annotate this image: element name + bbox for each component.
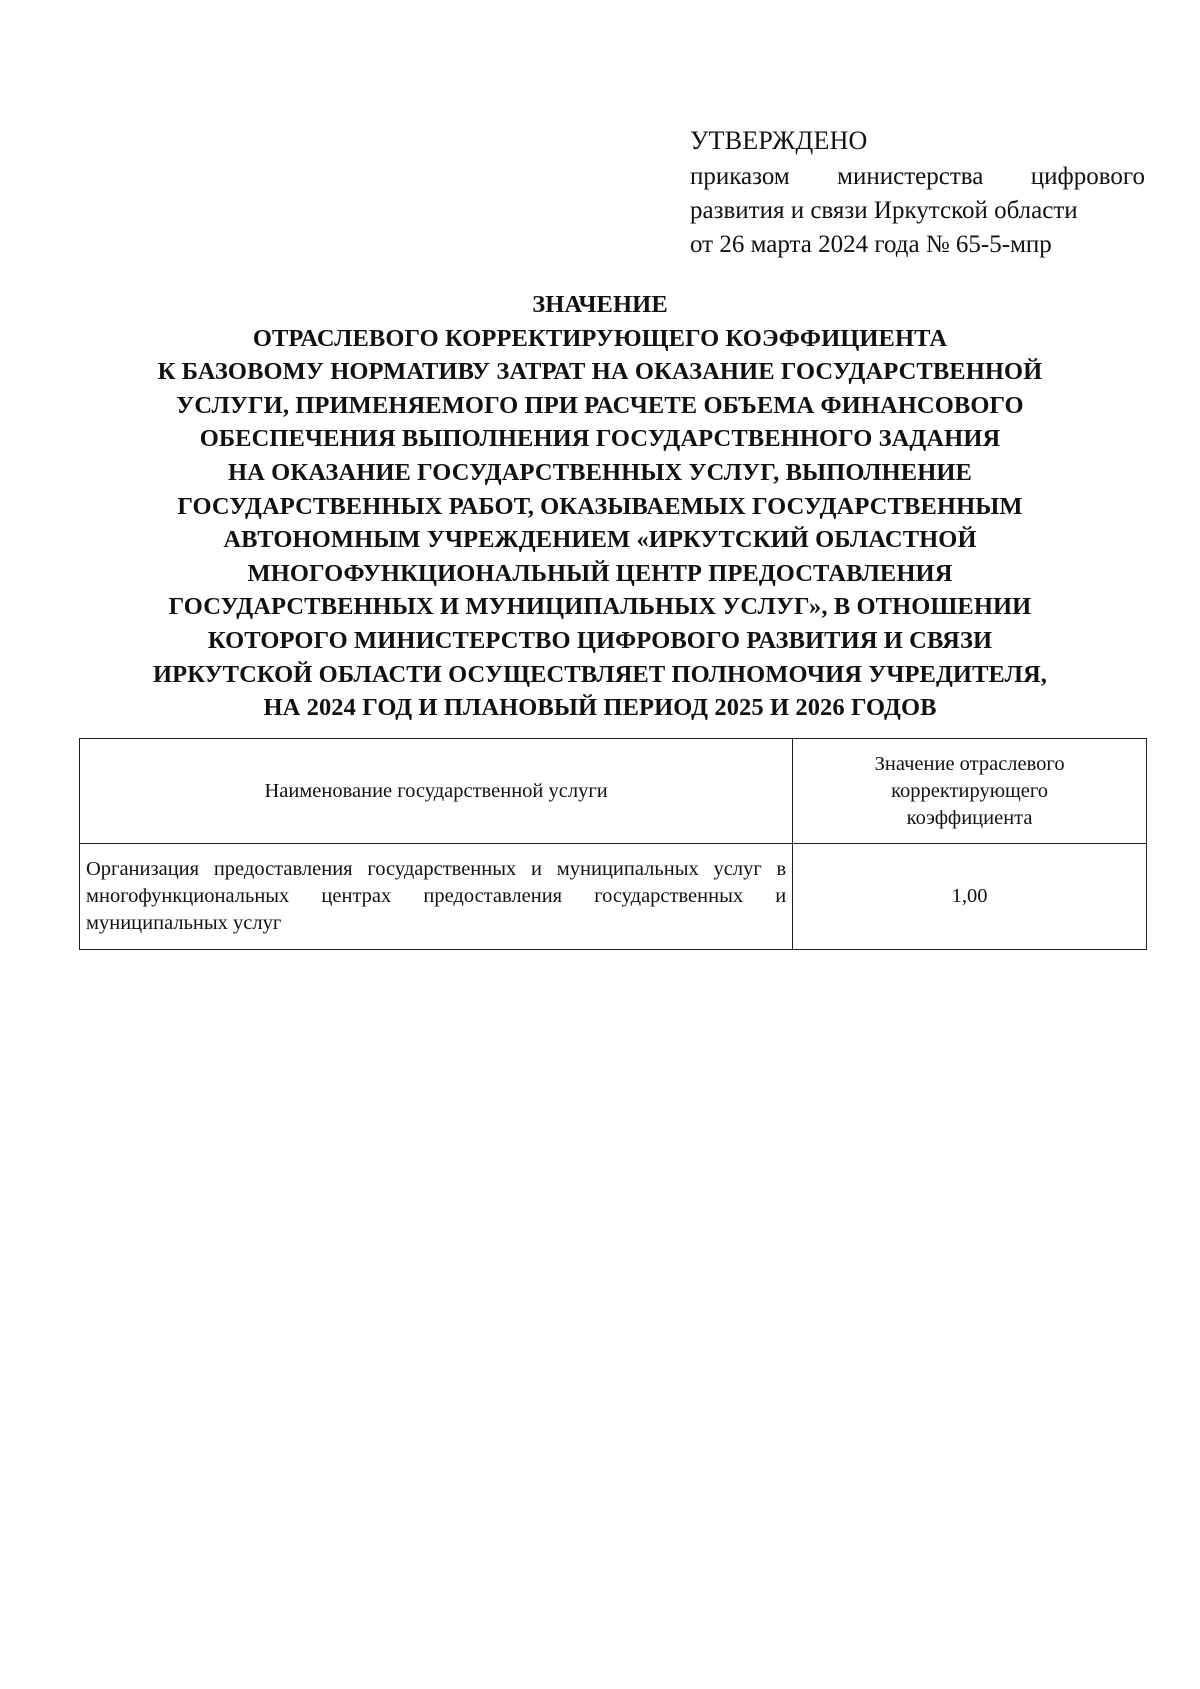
title-line: ИРКУТСКОЙ ОБЛАСТИ ОСУЩЕСТВЛЯЕТ ПОЛНОМОЧИЯ УЧРЕДИТЕЛЯ, [152,660,1048,688]
title-line: ГОСУДАРСТВЕННЫХ И МУНИЦИПАЛЬНЫХ УСЛУГ», В ОТНОШЕНИИ [168,593,1032,621]
document-title [60,288,1140,725]
approval-block [690,124,1145,262]
header-value-line: корректирующего [891,779,1049,802]
title-line: ГОСУДАРСТВЕННЫХ РАБОТ, ОКАЗЫВАЕМЫХ ГОСУДАРСТВЕННЫМ [177,492,1023,520]
title-line: НА 2024 ГОД И ПЛАНОВЫЙ ПЕРИОД 2025 И 2026 ГОДОВ [263,694,937,722]
title-line: УСЛУГИ, ПРИМЕНЯЕМОГО ПРИ РАСЧЕТЕ ОБЪЕМА ФИНАНСОВОГО [176,391,1024,419]
approval-line-2: развития и связи Иркутской области [690,197,1078,224]
title-line: К БАЗОВОМУ НОРМАТИВУ ЗАТРАТ НА ОКАЗАНИЕ ГОСУДАРСТВЕННОЙ [157,358,1043,386]
title-line: ОБЕСПЕЧЕНИЯ ВЫПОЛНЕНИЯ ГОСУДАРСТВЕННОГО ЗАДАНИЯ [199,425,1001,453]
table-header-row [80,739,1147,844]
title-line: НА ОКАЗАНИЕ ГОСУДАРСТВЕННЫХ УСЛУГ, ВЫПОЛНЕНИЕ [228,458,972,486]
title-line: КОТОРОГО МИНИСТЕРСТВО ЦИФРОВОГО РАЗВИТИЯ И СВЯЗИ [207,626,993,654]
table-row [80,844,1147,950]
approval-line-1: приказом министерства цифрового [690,163,1145,190]
coefficient-value-cell: 1,00 [793,844,1147,950]
approval-stamp: УТВЕРЖДЕНО [690,126,868,155]
header-service-name: Наименование государственной услуги [80,739,793,844]
title-line: АВТОНОМНЫМ УЧРЕЖДЕНИЕМ «ИРКУТСКИЙ ОБЛАСТНОЙ [223,526,977,554]
title-line: ЗНАЧЕНИЕ [532,291,668,318]
header-value-line: коэффициента [906,806,1033,829]
title-line: МНОГОФУНКЦИОНАЛЬНЫЙ ЦЕНТР ПРЕДОСТАВЛЕНИЯ [247,559,953,587]
title-line: ОТРАСЛЕВОГО КОРРЕКТИРУЮЩЕГО КОЭФФИЦИЕНТА [252,324,948,352]
service-name-cell: Организация предоставления государственных и муниципальных услуг в многофункциональных центрах предоставления государственных и муниципальных услуг [80,844,793,950]
header-value-line: Значение отраслевого [874,752,1065,775]
approval-line-3: от 26 марта 2024 года № 65-5-мпр [690,231,1052,258]
header-coefficient-value [793,739,1147,844]
coefficient-table [79,738,1147,950]
